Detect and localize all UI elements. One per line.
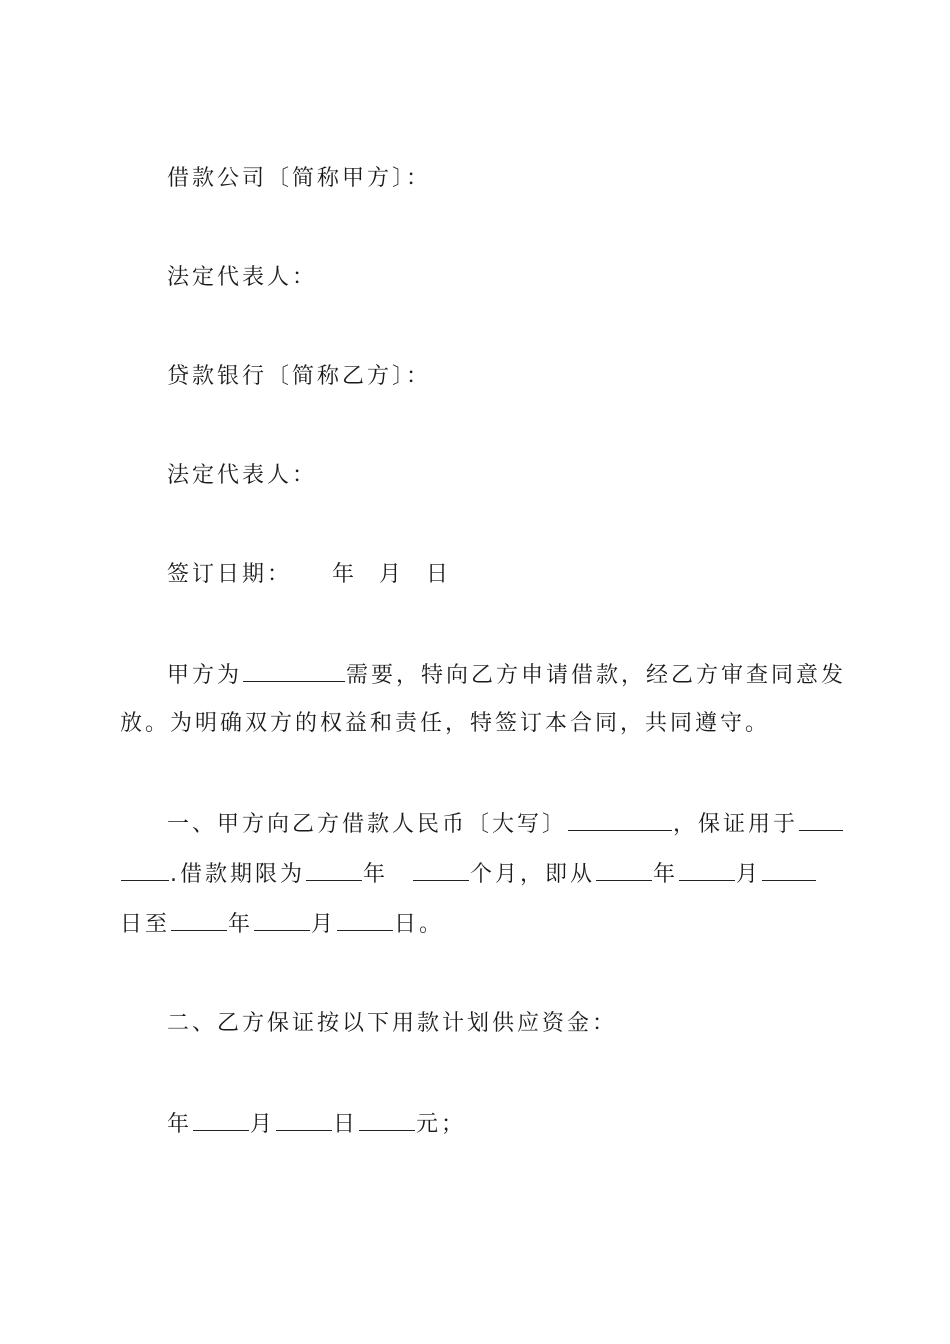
clause2-title: 二、乙方保证按以下用款计划供应资金： <box>167 1011 618 1036</box>
sign-month: 月 <box>379 562 405 587</box>
lender-rep-label: 法定代表人： <box>167 463 318 488</box>
borrower-rep-line <box>167 263 317 293</box>
to-day-blank <box>337 908 393 931</box>
clause1-line-1 <box>167 808 844 838</box>
from-month-blank <box>679 858 735 881</box>
clause1-year2: 年 <box>653 862 679 887</box>
sign-date-line <box>167 560 451 590</box>
borrower-line <box>167 164 431 194</box>
plan-day-blank <box>276 1108 332 1131</box>
borrower-label: 借款公司〔简称甲方〕： <box>167 166 432 191</box>
plan-yuan: 元； <box>416 1112 467 1137</box>
intro-middle: 需要，特向乙方申请借款，经乙方审查同意发 <box>346 663 847 688</box>
intro-line2-text: 放。为明确双方的权益和责任，特签订本合同，共同遵守。 <box>120 711 771 736</box>
clause1-month: 月 <box>736 862 762 887</box>
borrower-rep-label: 法定代表人： <box>167 265 318 290</box>
sign-date-label: 签订日期： <box>167 562 293 587</box>
plan-month-blank <box>193 1108 249 1131</box>
to-year-blank <box>171 908 227 931</box>
period-month-blank <box>413 858 469 881</box>
amount-blank <box>568 808 672 831</box>
intro-line-2 <box>120 709 770 739</box>
clause1-middle: ，保证用于 <box>673 812 799 837</box>
to-month-blank <box>254 908 310 931</box>
purpose-blank <box>243 659 345 682</box>
sign-day: 日 <box>426 562 452 587</box>
clause1-year3: 年 <box>228 912 254 937</box>
clause1-period-label: .借款期限为 <box>170 862 305 887</box>
plan-day: 日 <box>333 1112 359 1137</box>
clause1-day-end: 日。 <box>394 912 445 937</box>
clause1-line-2 <box>120 858 817 888</box>
clause1-month2: 月 <box>311 912 337 937</box>
plan-amount-blank <box>359 1108 415 1131</box>
plan-month: 月 <box>250 1112 276 1137</box>
usage-blank-2 <box>121 858 169 881</box>
sign-year: 年 <box>332 562 358 587</box>
clause1-year: 年 <box>363 862 389 887</box>
clause1-line-3 <box>120 908 444 938</box>
usage-blank-1 <box>799 808 843 831</box>
clause1-prefix: 一、甲方向乙方借款人民币〔大写〕 <box>167 812 568 837</box>
from-year-blank <box>596 858 652 881</box>
lender-label: 贷款银行〔简称乙方〕： <box>167 364 432 389</box>
clause1-months: 个月，即从 <box>470 862 596 887</box>
clause2-plan-line <box>167 1108 466 1138</box>
intro-prefix: 甲方为 <box>167 663 243 688</box>
from-day-blank <box>762 858 816 881</box>
plan-year: 年 <box>167 1112 193 1137</box>
lender-line <box>167 362 431 392</box>
period-year-blank <box>306 858 362 881</box>
clause1-day-to: 日至 <box>120 912 171 937</box>
clause2-title-line <box>167 1009 617 1039</box>
intro-line-1 <box>167 659 846 689</box>
lender-rep-line <box>167 461 317 491</box>
